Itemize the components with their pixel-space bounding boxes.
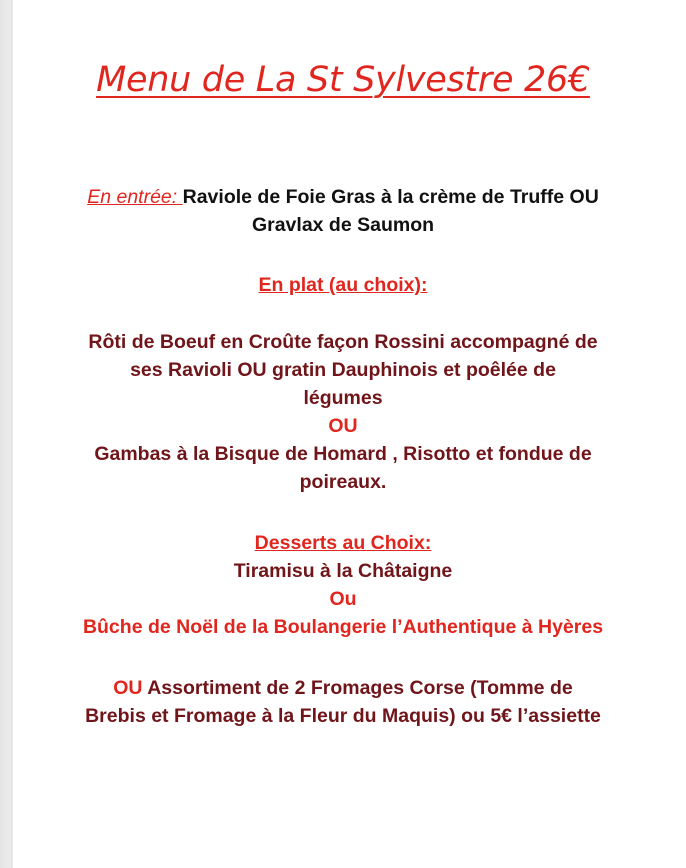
plat-option-1-line: légumes [303, 387, 383, 409]
plat-option-2-line: Gambas à la Bisque de Homard , Risotto et fondue de [94, 443, 592, 465]
fromage-line-2: Brebis et Fromage à la Fleur du Maquis) ou 5€ l’assiette [85, 705, 601, 727]
plat-heading: En plat (au choix): [258, 274, 428, 296]
entree-section [13, 183, 673, 239]
fromage-text: Assortiment de 2 Fromages Corse (Tomme de [142, 677, 573, 699]
entree-text: Raviole de Foie Gras à la crème de Truffe OU [182, 186, 599, 208]
entree-label: En entrée: [87, 186, 183, 208]
plat-option-1-line: ses Ravioli OU gratin Dauphinois et poêlée de [130, 359, 556, 381]
dessert-option-2: Bûche de Noël de la Boulangerie l’Authentique à Hyères [82, 616, 604, 638]
desserts-section [13, 529, 673, 641]
plat-option-1-line: Rôti de Boeuf en Croûte façon Rossini accompagné de [88, 331, 598, 353]
plat-separator: OU [328, 415, 358, 437]
page-edge [0, 0, 13, 868]
desserts-heading: Desserts au Choix: [254, 532, 432, 554]
plat-option-2-line: poireaux. [299, 471, 387, 493]
entree-line-2: Gravlax de Saumon [251, 214, 435, 236]
entree-line-1 [13, 183, 673, 211]
dessert-option-1: Tiramisu à la Châtaigne [233, 560, 453, 582]
fromage-prefix: OU [113, 677, 143, 699]
plat-option-1 [13, 328, 673, 496]
dessert-separator: Ou [329, 588, 357, 610]
fromage-section [13, 674, 673, 730]
fromage-line-1 [13, 674, 673, 702]
menu-title: Menu de La St Sylvestre 26€ [96, 60, 590, 100]
menu-page [13, 0, 673, 868]
